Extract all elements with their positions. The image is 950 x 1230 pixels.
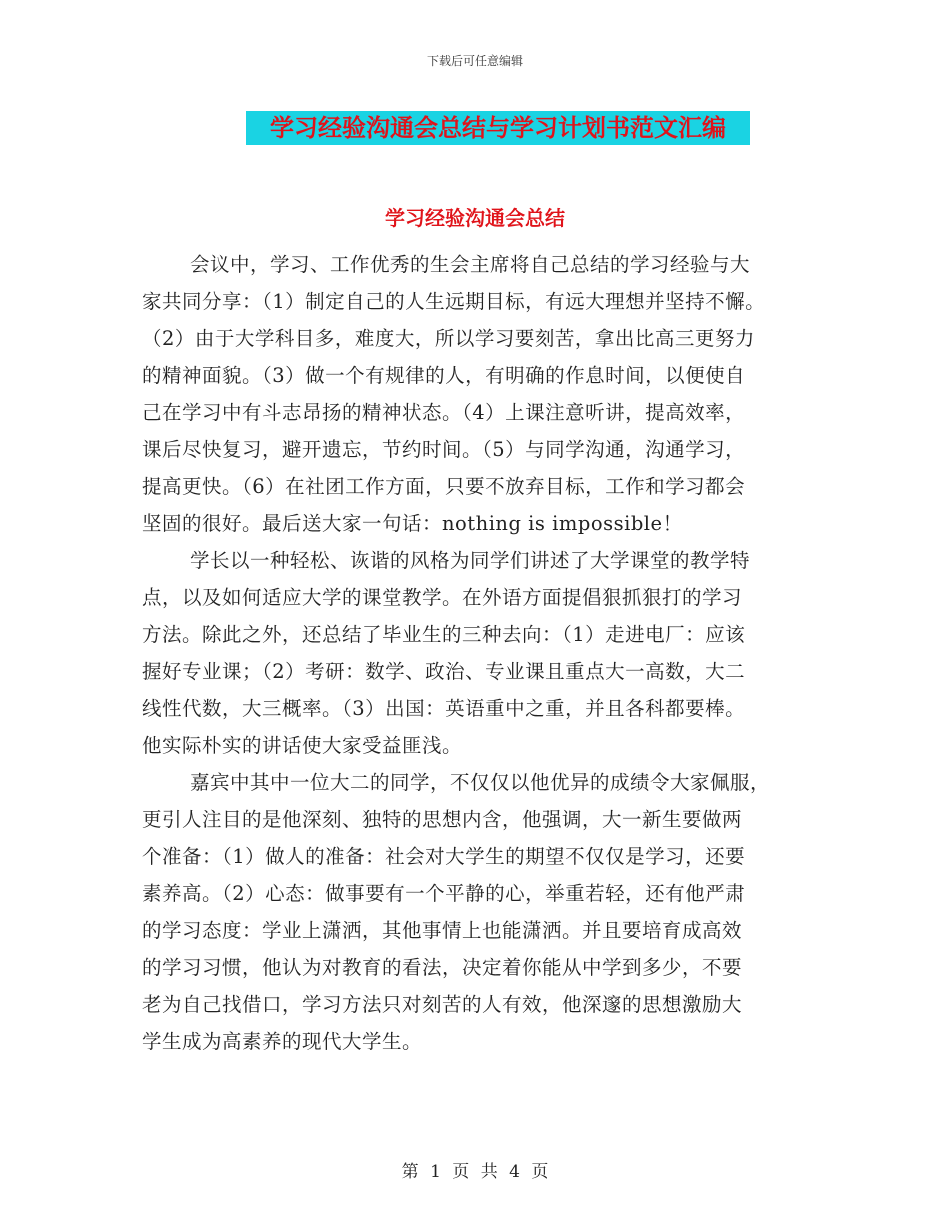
body-line: 会议中，学习、工作优秀的生会主席将自己总结的学习经验与大 xyxy=(190,253,751,276)
body-line: 学长以一种轻松、诙谐的风格为同学们讲述了大学课堂的教学特 xyxy=(190,549,751,572)
body-line: 素养高。（2）心态：做事要有一个平静的心，举重若轻，还有他严肃 xyxy=(142,882,746,905)
body-line: 学生成为高素养的现代大学生。 xyxy=(142,1030,423,1053)
body-line: 坚固的很好。最后送大家一句话：nothing is impossible！ xyxy=(142,512,683,535)
body-line: 嘉宾中其中一位大二的同学，不仅仅以他优异的成绩令大家佩服， xyxy=(190,771,771,794)
body-line: 提高更快。（6）在社团工作方面，只要不放弃目标，工作和学习都会 xyxy=(142,475,746,498)
body-line: （2）由于大学科目多，难度大，所以学习要刻苦，拿出比高三更努力 xyxy=(142,327,755,350)
section-title: 学习经验沟通会总结 xyxy=(385,206,565,230)
body-line: 的学习态度：学业上潇洒，其他事情上也能潇洒。并且要培育成高效 xyxy=(142,919,743,942)
body-line: 他实际朴实的讲话使大家受益匪浅。 xyxy=(142,734,463,757)
body-line: 线性代数，大三概率。（3）出国：英语重中之重，并且各科都要棒。 xyxy=(142,697,746,720)
document-title: 学习经验沟通会总结与学习计划书范文汇编 xyxy=(246,111,750,145)
body-line: 家共同分享：（1）制定自己的人生远期目标，有远大理想并坚持不懈。 xyxy=(142,290,766,313)
body-line: 的精神面貌。（3）做一个有规律的人，有明确的作息时间，以便使自 xyxy=(142,364,746,387)
body-line: 个准备：（1）做人的准备：社会对大学生的期望不仅仅是学习，还要 xyxy=(142,845,746,868)
page-header-note: 下载后可任意编辑 xyxy=(426,54,523,68)
body-line: 方法。除此之外，还总结了毕业生的三种去向：（1）走进电厂：应该 xyxy=(142,623,746,646)
body-line: 课后尽快复习，避开遗忘，节约时间。（5）与同学沟通，沟通学习， xyxy=(142,438,746,461)
page-footer: 第 1 页 共 4 页 xyxy=(401,1162,549,1182)
body-line: 握好专业课；（2）考研：数学、政治、专业课且重点大一高数，大二 xyxy=(142,660,746,683)
body-line: 的学习习惯，他认为对教育的看法，决定着你能从中学到多少，不要 xyxy=(142,956,743,979)
body-line: 更引人注目的是他深刻、独特的思想内含，他强调，大一新生要做两 xyxy=(142,808,743,831)
body-line: 点，以及如何适应大学的课堂教学。在外语方面提倡狠抓狠打的学习 xyxy=(142,586,743,609)
body-line: 己在学习中有斗志昂扬的精神状态。（4）上课注意听讲，提高效率， xyxy=(142,401,746,424)
body-line: 老为自己找借口，学习方法只对刻苦的人有效，他深邃的思想激励大 xyxy=(142,993,743,1016)
